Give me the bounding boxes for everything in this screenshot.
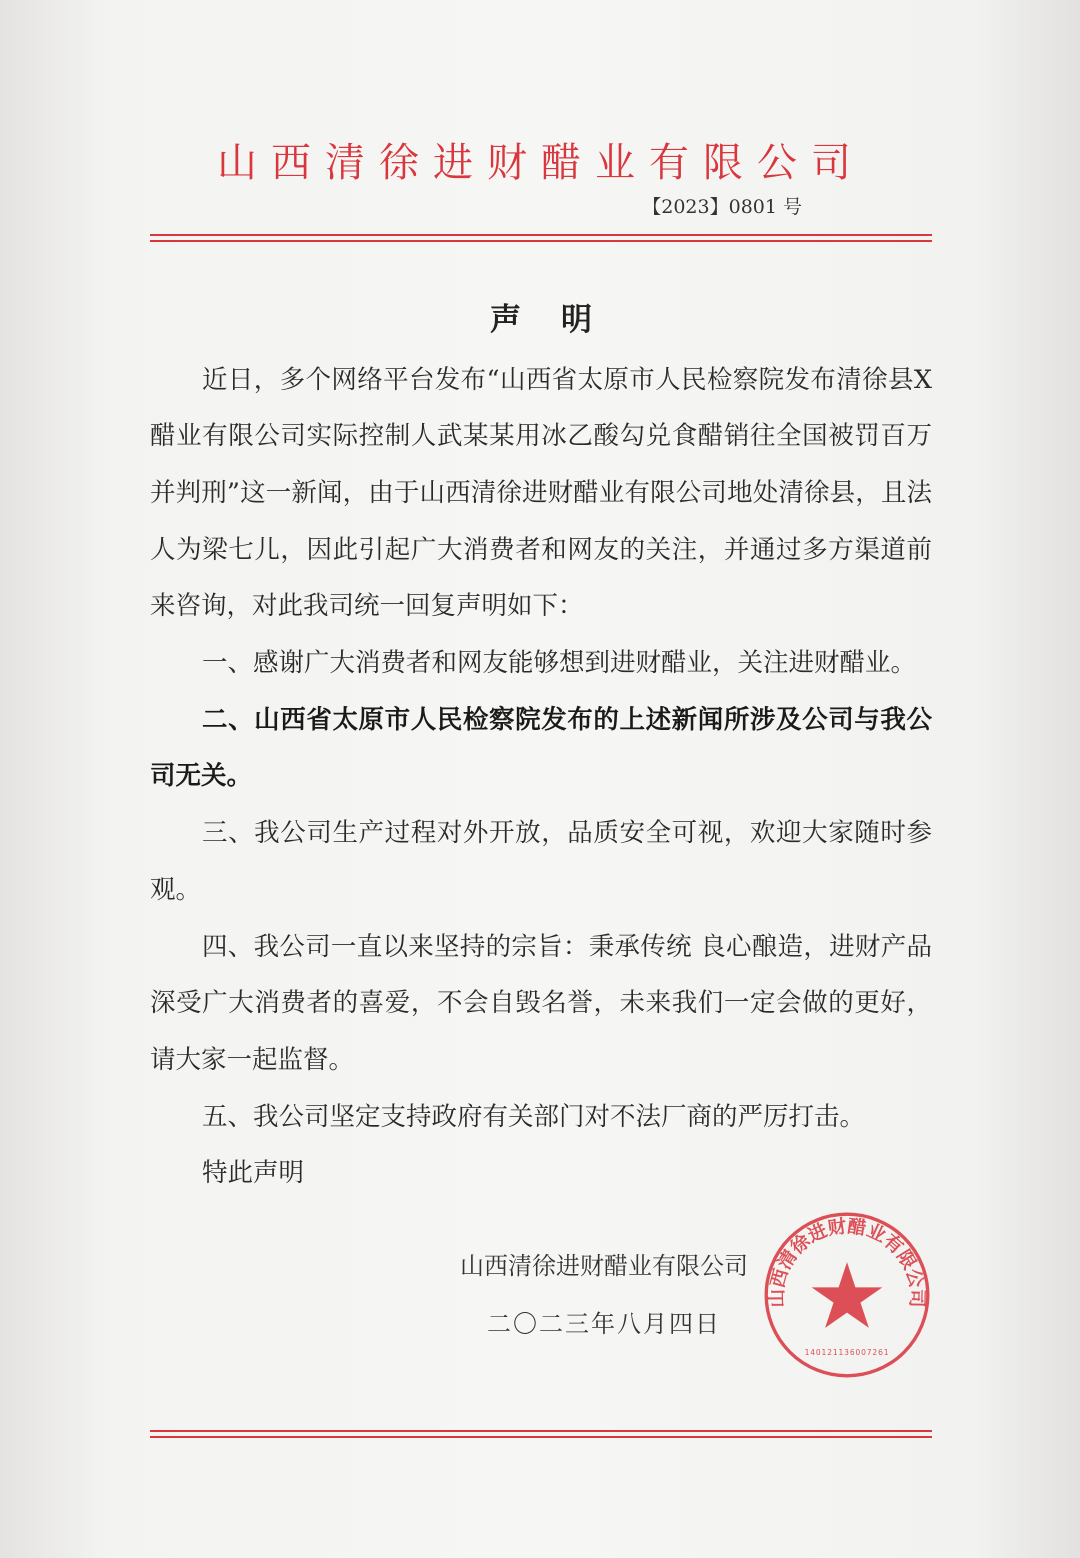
paragraph-point-2: 二、山西省太原市人民检察院发布的上述新闻所涉及公司与我公司无关。 — [150, 704, 932, 792]
paragraph-point-1: 一、感谢广大消费者和网友能够想到进财醋业，关注进财醋业。 — [202, 648, 917, 679]
document-title: 声明 — [490, 301, 632, 338]
paragraph-point-5: 五、我公司坚定支持政府有关部门对不法厂商的严厉打击。 — [202, 1101, 866, 1132]
paragraph-point-4: 四、我公司一直以来坚持的宗旨：秉承传统 良心酿造，进财产品深受广大消费者的喜爱，不会自毁名誉，未来我们一定会做的更好，请大家一起监督。 — [150, 931, 932, 1075]
signature-date: 二〇二三年八月四日 — [487, 1310, 721, 1339]
paragraph-intro: 近日，多个网络平台发布“山西省太原市人民检察院发布清徐县X醋业有限公司实际控制人武某某用冰乙酸勾兑食醋销往全国被罚百万并判刑”这一新闻，由于山西清徐进财醋业有限公司地处清徐县，且法人为梁七儿，因此引起广大消费者和网友的关注，并通过多方渠道前来咨询，对此我司统一回复声明如下： — [150, 364, 932, 622]
paragraph-point-3: 三、我公司生产过程对外开放，品质安全可视，欢迎大家随时参观。 — [150, 818, 932, 905]
svg-text:140121136007261: 140121136007261 — [804, 1347, 890, 1357]
letterhead-company-name: 山西清徐进财醋业有限公司 — [217, 140, 865, 186]
header-divider — [150, 234, 932, 236]
paragraph-closing: 特此声明 — [202, 1158, 305, 1189]
company-seal-stamp — [762, 1210, 932, 1380]
svg-text:山西清徐进财醋业有限公司: 山西清徐进财醋业有限公司 — [766, 1216, 928, 1308]
star-icon — [812, 1262, 883, 1328]
signature-block — [150, 1210, 932, 1380]
footer-divider-second — [150, 1436, 932, 1438]
statement-body — [150, 352, 932, 1203]
signature-company: 山西清徐进财醋业有限公司 — [460, 1252, 748, 1281]
footer-divider — [150, 1430, 932, 1432]
document-number: 【2023】0801 号 — [642, 196, 802, 218]
header-divider-thin — [150, 240, 932, 242]
